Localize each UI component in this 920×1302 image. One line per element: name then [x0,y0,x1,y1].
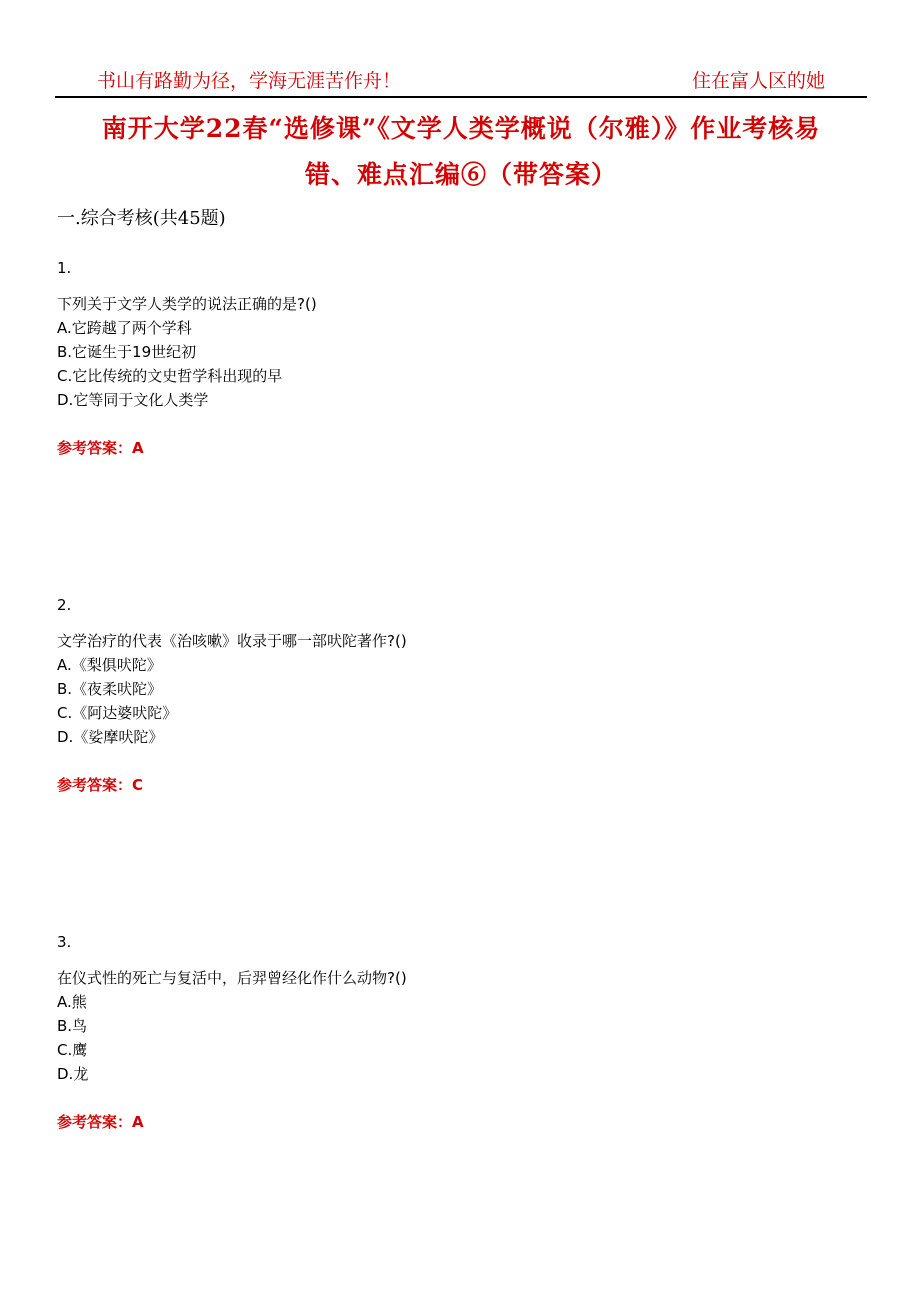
title-line-1: 南开大学22春“选修课”《文学人类学概说（尔雅）》作业考核易 [101,114,821,143]
page-header [55,66,867,98]
question-stem: 文学治疗的代表《治咳嗽》收录于哪一部吠陀著作?() [57,632,407,650]
question-stem: 下列关于文学人类学的说法正确的是?() [57,295,317,313]
question-number: 2. [57,596,72,614]
option-a: A.它跨越了两个学科 [57,319,192,337]
option-d: D.它等同于文化人类学 [57,391,209,409]
title-line-2: 错、难点汇编⑥（带答案） [304,160,617,189]
option-c: C.它比传统的文史哲学科出现的早 [57,367,283,385]
option-b: B.鸟 [57,1017,88,1035]
question-stem: 在仪式性的死亡与复活中，后羿曾经化作什么动物?() [57,969,407,987]
option-a: A.《梨俱吠陀》 [57,656,162,674]
option-b: B.《夜柔吠陀》 [57,680,163,698]
question-number: 3. [57,933,72,951]
question-2 [57,595,837,797]
option-d: D.龙 [57,1065,89,1083]
option-a: A.熊 [57,993,87,1011]
question-3 [57,932,837,1134]
answer-key: 参考答案：A [57,439,144,457]
document-title [55,106,867,198]
answer-key: 参考答案：A [57,1113,144,1131]
option-c: C.鹰 [57,1041,88,1059]
header-motto: 书山有路勤为径，学海无涯苦作舟！ [97,70,402,92]
header-author: 住在富人区的她 [691,70,825,92]
option-d: D.《娑摩吠陀》 [57,728,164,746]
question-1 [57,258,837,460]
section-heading: 一.综合考核(共45题) [57,208,226,229]
question-number: 1. [57,259,72,277]
option-c: C.《阿达婆吠陀》 [57,704,178,722]
option-b: B.它诞生于19世纪初 [57,343,197,361]
answer-key: 参考答案：C [57,776,144,794]
